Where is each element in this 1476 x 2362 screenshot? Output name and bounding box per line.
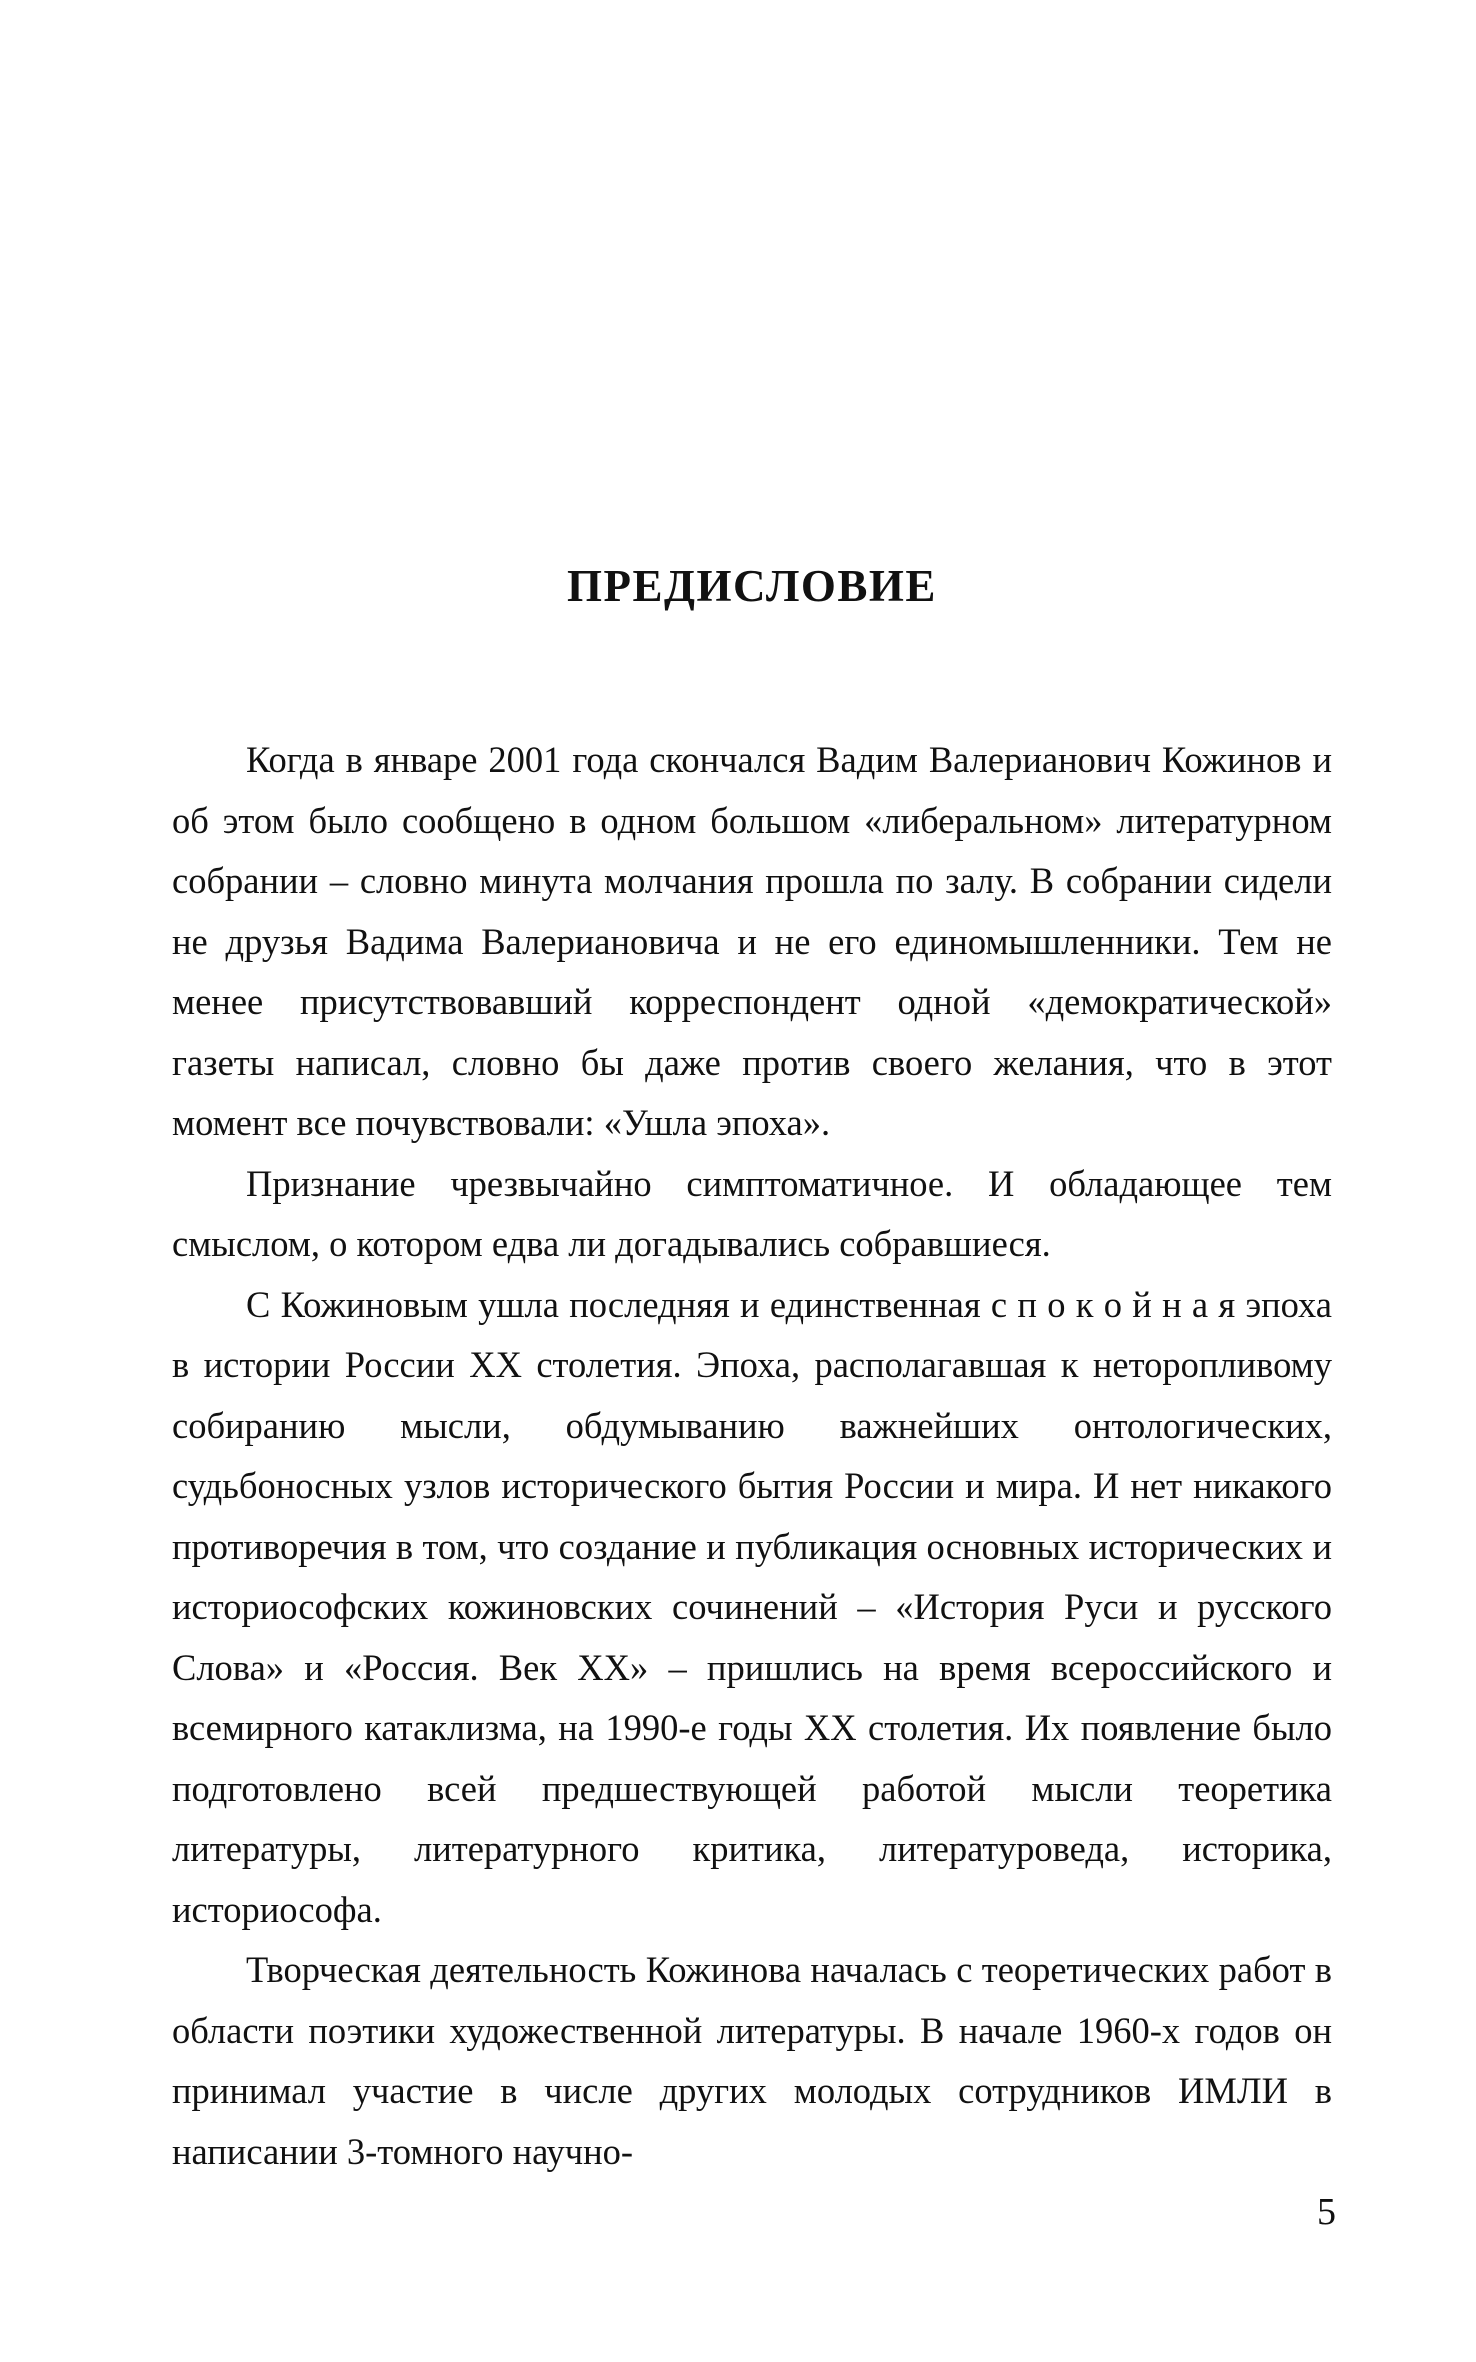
paragraph-2: Признание чрезвычайно симптоматичное. И обладающее тем смыслом, о котором едва ли догадывались собравшиеся. [172,1162,1332,1264]
page-content [172,0,1332,2182]
paragraph-1: Когда в январе 2001 года скончался Вадим Валерианович Кожинов и об этом было сообщено в одном большом «либеральном» литературном собрании – словно минута молчания прошла по залу. В собрании сидели не друзья Вадима Валериановича и не его единомышленники. Тем не менее присутствовавший корреспондент одной «демократической» газеты написал, словно бы даже против своего желания, что в этот момент все почувствовали: «Ушла эпоха». [172,739,1332,1143]
paragraph-4: Творческая деятельность Кожинова началась с теоретических работ в области поэтики художественной литературы. В начале 1960-х годов он принимал участие в числе других молодых сотрудников ИМЛИ в написании 3-томного научно- [172,1949,1332,2172]
paragraph-3: С Кожиновым ушла последняя и единственная с п о к о й н а я эпоха в истории России XX столетия. Эпоха, располагавшая к неторопливому собиранию мысли, обдумыванию важнейших онтологических, судьбоносных узлов исторического бытия России и мира. И нет никакого противоречия в том, что создание и публикация основных исторических и историософских кожиновских сочинений – «История Руси и русского Слова» и «Россия. Век XX» – пришлись на время всероссийского и всемирного катаклизма, на 1990-е годы XX столетия. Их появление было подготовлено всей предшествующей работой мысли теоретика литературы, литературного критика, литературоведа, историка, историософа. [172,1283,1332,1930]
page-number: 5 [1317,2191,1336,2233]
page-title: ПРЕДИСЛОВИЕ [567,561,937,611]
body-text [172,612,1332,2182]
